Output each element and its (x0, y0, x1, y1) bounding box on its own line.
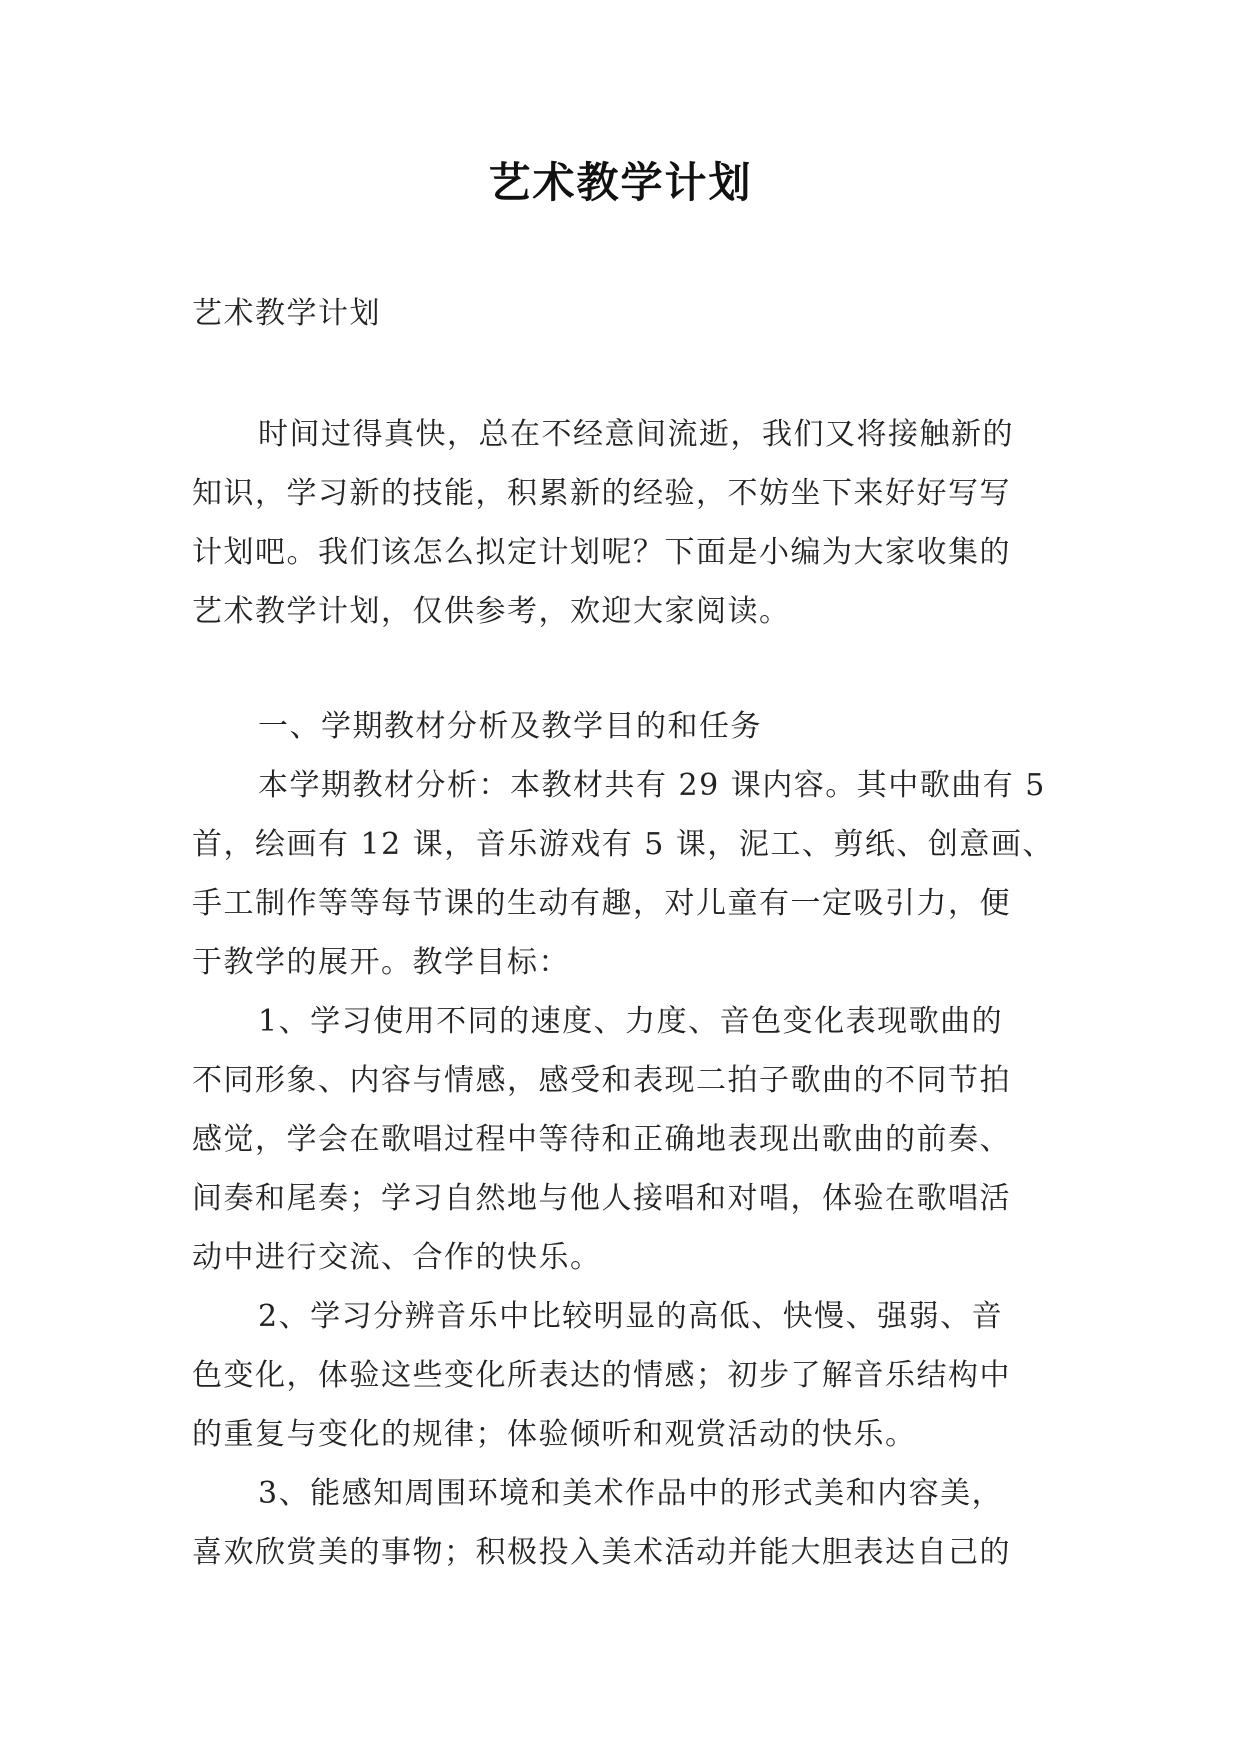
paragraph-line: 手工制作等等每节课的生动有趣，对儿童有一定吸引力，便 (192, 886, 1011, 921)
paragraph-line: 时间过得真快，总在不经意间流逝，我们又将接触新的 (258, 417, 1014, 452)
paragraph-line: 于教学的展开。教学目标： (192, 945, 570, 980)
paragraph-line: 知识，学习新的技能，积累新的经验，不妨坐下来好好写写 (192, 476, 1011, 511)
paragraph-line: 艺术教学计划，仅供参考，欢迎大家阅读。 (192, 594, 791, 629)
intro-paragraph (192, 405, 1072, 641)
document-body (192, 284, 1072, 1582)
paragraph-line: 的重复与变化的规律；体验倾听和观赏活动的快乐。 (192, 1417, 917, 1452)
paragraph-line: 1、学习使用不同的速度、力度、音色变化表现歌曲的 (258, 1004, 1004, 1039)
paragraph-line: 首，绘画有 12 课，音乐游戏有 5 课，泥工、剪纸、创意画、 (192, 827, 1054, 862)
spacer (192, 343, 1072, 405)
goal-2-paragraph (192, 1287, 1072, 1464)
paragraph-line: 计划吧。我们该怎么拟定计划呢？下面是小编为大家收集的 (192, 535, 1011, 570)
paragraph-line: 3、能感知周围环境和美术作品中的形式美和内容美， (258, 1476, 1004, 1511)
document-subtitle: 艺术教学计划 (192, 296, 381, 331)
paragraph-line: 2、学习分辨音乐中比较明显的高低、快慢、强弱、音 (258, 1299, 1004, 1334)
section-heading: 一、学期教材分析及教学目的和任务 (258, 709, 762, 744)
paragraph-line: 本学期教材分析：本教材共有 29 课内容。其中歌曲有 5 (258, 768, 1046, 803)
spacer (192, 641, 1072, 697)
paragraph-line: 间奏和尾奏；学习自然地与他人接唱和对唱，体验在歌唱活 (192, 1181, 1011, 1216)
paragraph-line: 不同形象、内容与情感，感受和表现二拍子歌曲的不同节拍 (192, 1063, 1011, 1098)
goal-3-paragraph (192, 1464, 1072, 1582)
paragraph-line: 感觉，学会在歌唱过程中等待和正确地表现出歌曲的前奏、 (192, 1122, 1011, 1157)
paragraph-line: 色变化，体验这些变化所表达的情感；初步了解音乐结构中 (192, 1358, 1011, 1393)
paragraph-line: 动中进行交流、合作的快乐。 (192, 1240, 602, 1275)
goal-1-paragraph (192, 992, 1072, 1287)
analysis-paragraph (192, 756, 1072, 992)
document-title: 艺术教学计划 (488, 158, 753, 207)
paragraph-line: 喜欢欣赏美的事物；积极投入美术活动并能大胆表达自己的 (192, 1535, 1011, 1570)
